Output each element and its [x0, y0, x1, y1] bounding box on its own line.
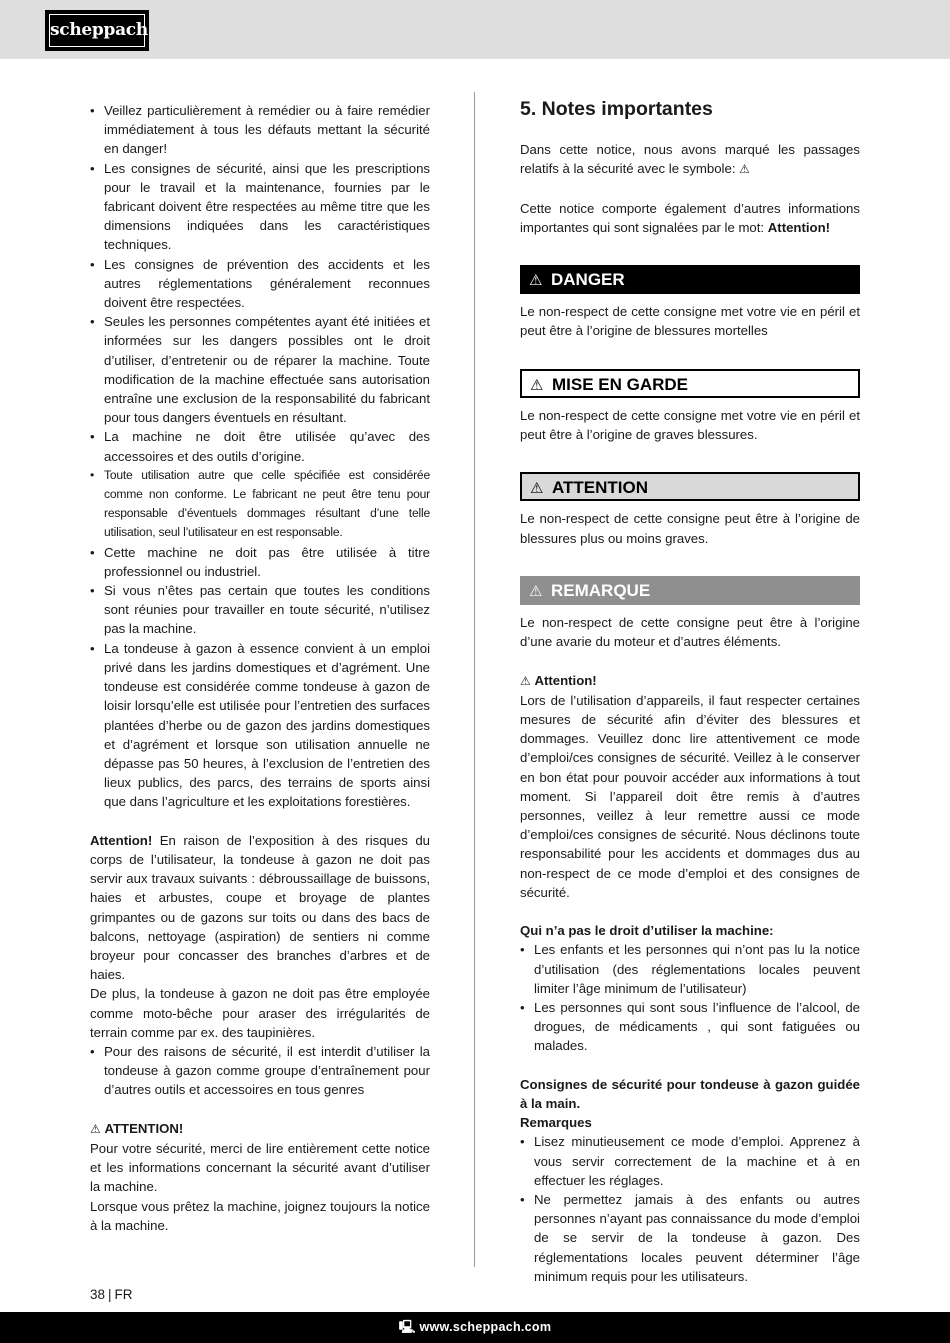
- remarque-box: ⚠ REMARQUE: [520, 576, 860, 605]
- read-notice-paragraph: Pour votre sécurité, merci de lire entièrement cette notice et les informations concernant la sécurité avant d’utiliser la machine.: [90, 1140, 430, 1195]
- spacer: [520, 651, 860, 670]
- spacer: [90, 812, 430, 831]
- spacer: [520, 444, 860, 463]
- list-item: • Si vous n’êtes pas certain que toutes les conditions sont réunies pour travailler en toute sécurité, n’utilisez pas la machine.: [90, 581, 430, 639]
- spacer: [520, 1056, 860, 1075]
- drive-unit-bullet-list: [90, 1042, 430, 1100]
- page-header: [0, 0, 950, 59]
- list-item: • Les consignes de sécurité, ainsi que les prescriptions pour le travail et la maintenance, fournies par le fabricant doivent être respectées au même titre que les dimensions indiquées dans les caractéristiques techniques.: [90, 159, 430, 255]
- warning-triangle-icon: ⚠: [530, 376, 544, 394]
- list-item: • Pour des raisons de sécurité, il est interdit d’utiliser la tondeuse à gazon comme groupe d’entraînement pour d’autres outils et accessoires en tous genres: [90, 1042, 430, 1100]
- list-item: • Les enfants et les personnes qui n’ont pas lu la notice d’utilisation (des réglementations locales peuvent limiter l’âge minimum de l’utilisateur): [520, 940, 860, 998]
- warning-triangle-icon: ⚠: [530, 480, 544, 498]
- warning-triangle-icon: ⚠: [529, 582, 543, 600]
- list-item: • La machine ne doit être utilisée qu’avec des accessoires et des outils d’origine.: [90, 427, 430, 465]
- attention-paragraph: [90, 831, 430, 985]
- remarques-bullet-list: [520, 1132, 860, 1286]
- column-divider: [474, 92, 475, 1267]
- remarque-text: Le non-respect de cette consigne peut être à l’origine d’une avarie du moteur et d’autres éléments.: [520, 614, 860, 650]
- list-item: • Cette machine ne doit pas être utilisée à titre professionnel ou industriel.: [90, 543, 430, 581]
- warning-triangle-icon: ⚠: [90, 1121, 101, 1136]
- list-item: • Ne permettez jamais à des enfants ou autres personnes n’ayant pas connaissance du mode d’emploi de se servir de la tondeuse à gazon. Des réglementations locales peuvent déterminer l’âge minimum requis pour les utilisateurs.: [520, 1190, 860, 1286]
- spacer: [520, 548, 860, 567]
- website-link[interactable]: 🖳 www.scheppach.com: [398, 1320, 552, 1334]
- attention-text: En raison de l’exposition à des risques du corps de l’utilisateur, la tondeuse à gazon ne doit pas servir aux travaux suivants : débroussaillage de buissons, haies et arbustes, coupe et broyage de plantes grimpantes ou de gazons sur toits ou dans des bacs de balcons, nettoyage (aspiration) de sentiers ni comme broyeur pour concasser des branches d’arbres et de haies.: [90, 832, 430, 983]
- lend-machine-paragraph: Lorsque vous prêtez la machine, joignez toujours la notice à la machine.: [90, 1198, 430, 1233]
- danger-box: ⚠ DANGER: [520, 265, 860, 294]
- section-heading: 5. Notes importantes: [520, 98, 713, 120]
- logo-text: scheppach: [49, 14, 145, 47]
- warning-triangle-icon: ⚠: [529, 272, 543, 290]
- de-plus-paragraph: De plus, la tondeuse à gazon ne doit pas être employée comme moto-bêche pour araser des irrégularités de terrain comme par ex. des taupinières.: [90, 986, 430, 1040]
- warning-triangle-icon: ⚠: [739, 162, 750, 177]
- spacer: [520, 237, 860, 256]
- list-item: • Les personnes qui sont sous l’influence de l’alcool, de drogues, de médicaments , qui sont fatiguées ou malades.: [520, 998, 860, 1056]
- page-footer: [0, 1312, 950, 1343]
- list-item: • Seules les personnes compétentes ayant été initiées et informées sur les dangers possibles ont le droit d’utiliser, d’entretenir ou de réparer la machine. Toute modification de la machine effectuée sans autorisation entraîne une exclusion de la responsabilité du fabricant pour tous dangers éventuels en résultant.: [90, 312, 430, 427]
- right-column: [520, 96, 860, 1286]
- list-item: • La tondeuse à gazon à essence convient à un emploi privé dans les jardins domestiques et d’agrément. Une tondeuse est considérée comme tondeuse à gazon de loisir lorsqu’elle est utilisée pour l’entretien des surfaces plantées d’herbe ou de gazon des jardins domestiques et d’agrément et lorsque son utilisation annuelle ne dépasse pas 50 heures, à l’exclusion de l’entretien des lieux publics, des parcs, des terrains de sports ainsi que dans l’agriculture et les exploitations forestières.: [90, 639, 430, 812]
- spacer: [90, 1100, 430, 1119]
- warning-triangle-icon: ⚠: [520, 673, 531, 688]
- list-item: • Les consignes de prévention des accidents et les autres réglementations généralement reconnues doivent être respectées.: [90, 255, 430, 313]
- attention-box: ⚠ ATTENTION: [520, 472, 860, 501]
- attention-body: Lors de l’utilisation d’appareils, il faut respecter certaines mesures de sécurité afin d’éviter des blessures et dommages. Veuillez donc lire attentivement ce mode d’emploi/ces consignes de sécurité. Veillez à le conserver en bon état pour pouvoir accéder aux informations à tout moment. Si l’appareil doit être remis à d’autres personnes, veillez à leur remettre aussi ce mode d’emploi/ces consignes de sécurité. Nous déclinons toute responsabilité pour les accidents et dommages dus au non-respect de ce mode d’emploi et des consignes de sécurité.: [520, 692, 860, 900]
- list-item: • Toute utilisation autre que celle spécifiée est considérée comme non conforme. Le fabricant ne peut être tenu pour responsable d’éventuels dommages résultant d’une telle utilisation, seul l’utilisateur en est responsable.: [90, 466, 430, 543]
- qui-bullet-list: [520, 940, 860, 1055]
- mise-en-garde-box: ⚠ MISE EN GARDE: [520, 369, 860, 398]
- qui-heading: Qui n’a pas le droit d’utiliser la machine:: [520, 923, 774, 939]
- computer-icon: 🖳: [398, 1320, 416, 1334]
- list-item: • Lisez minutieusement ce mode d’emploi. Apprenez à vous servir correctement de la machine et à en effectuer les réglages.: [520, 1132, 860, 1190]
- attention-subheading: ⚠ Attention!: [520, 672, 597, 688]
- separator: |: [108, 1287, 112, 1302]
- left-column: [90, 101, 430, 1235]
- page-number: 38 | FR: [90, 1287, 133, 1302]
- attention-label: Attention!: [90, 832, 153, 848]
- attention-text: Le non-respect de cette consigne peut être à l’origine de blessures plus ou moins graves.: [520, 511, 860, 546]
- consignes-heading: Consignes de sécurité pour tondeuse à gazon guidée à la main.: [520, 1076, 860, 1111]
- attention-heading: ⚠ ATTENTION!: [90, 1120, 184, 1136]
- intro-paragraph-2: Cette notice comporte également d’autres informations importantes qui sont signalées par le mot: Attention!: [520, 200, 860, 235]
- spacer: [520, 179, 860, 198]
- spacer: [520, 902, 860, 921]
- danger-text: Le non-respect de cette consigne met votre vie en péril et peut être à l’origine de blessures mortelles: [520, 304, 860, 339]
- spacer: [520, 341, 860, 360]
- remarques-heading: Remarques: [520, 1115, 592, 1131]
- list-item: • Veillez particulièrement à remédier ou à faire remédier immédiatement à tous les défauts mettant la sécurité en danger!: [90, 101, 430, 159]
- intro-paragraph: Dans cette notice, nous avons marqué les passages relatifs à la sécurité avec le symbole: ⚠: [520, 142, 860, 177]
- mise-en-garde-text: Le non-respect de cette consigne met votre vie en péril et peut être à l’origine de graves blessures.: [520, 407, 860, 442]
- safety-bullet-list: [90, 101, 430, 812]
- scheppach-logo: [45, 10, 149, 51]
